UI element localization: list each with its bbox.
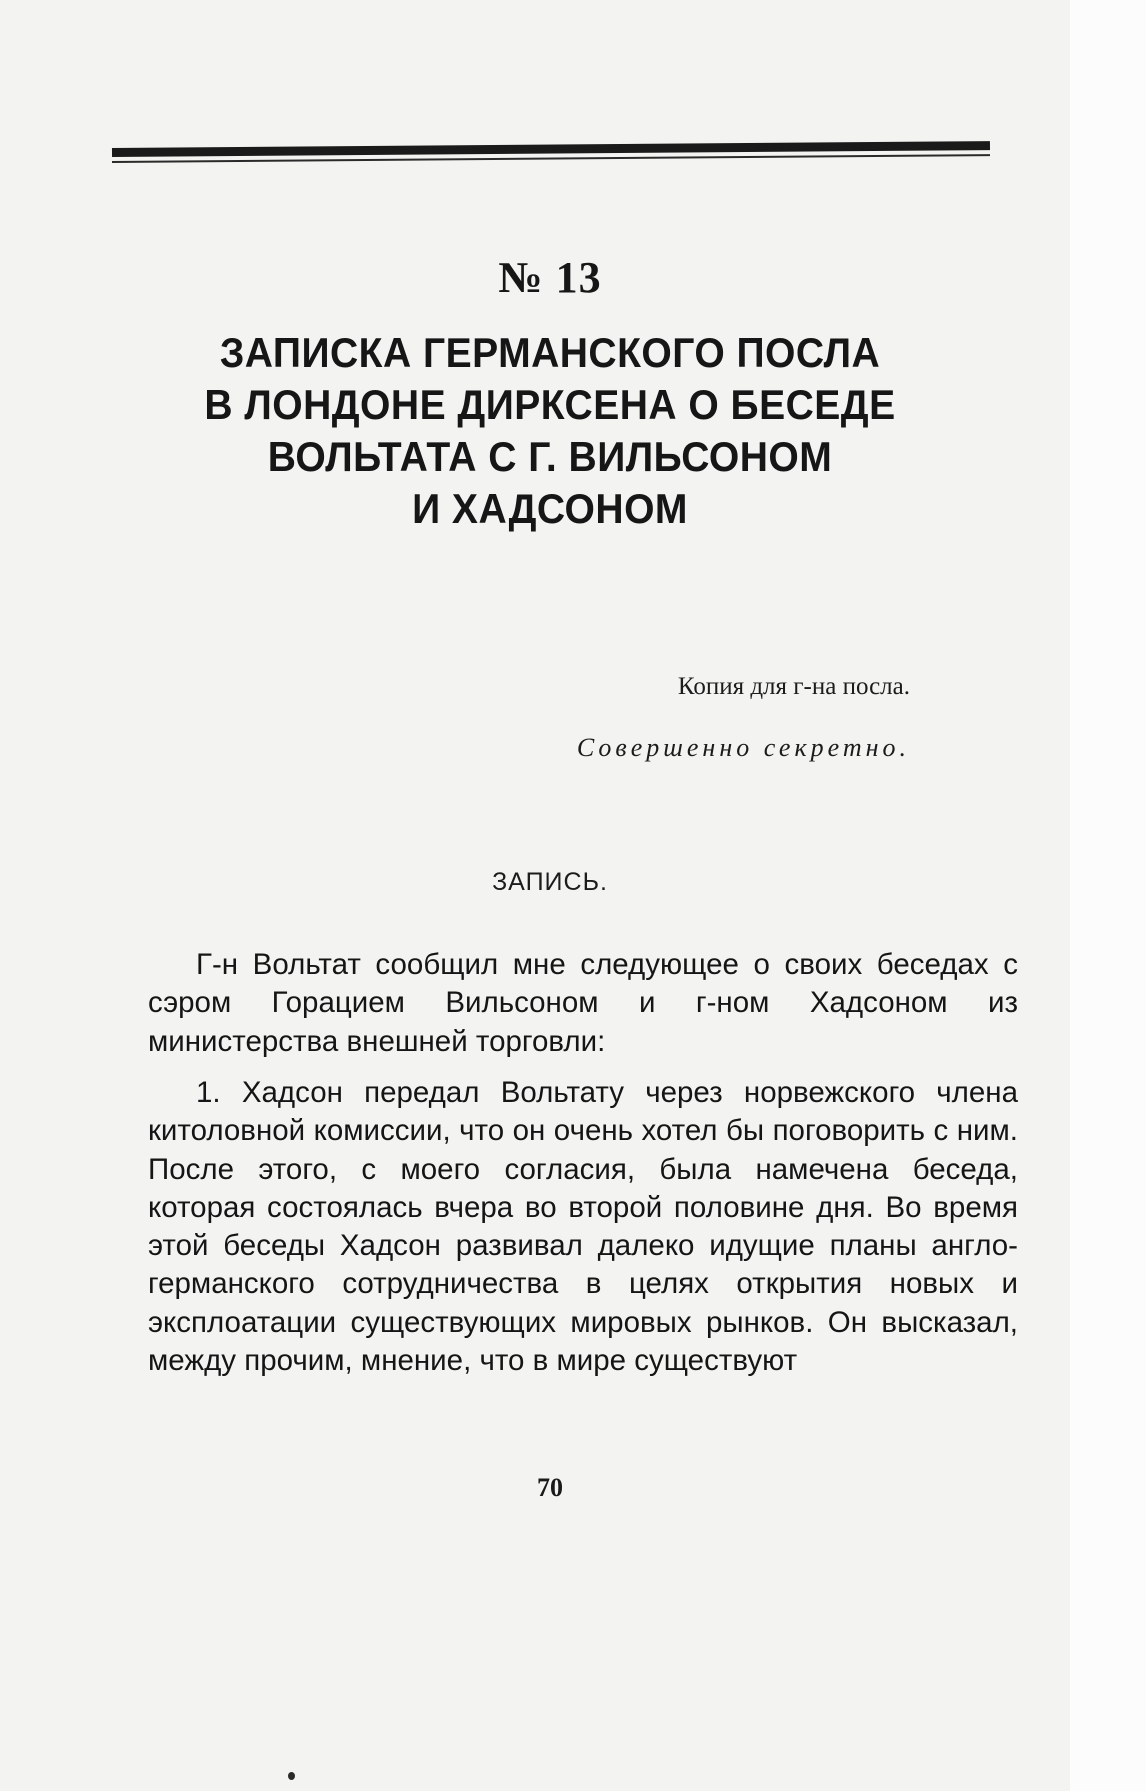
paragraph-1: Г-н Вольтат сообщил мне следующее о своих беседах с сэром Горацием Вильсоном и г-ном Хадсоном из министерства внешней торговли: xyxy=(148,948,1018,1058)
secrecy-note: Совершенно секретно. xyxy=(576,733,910,762)
document-title-line-4: И ХАДСОНОМ xyxy=(412,485,688,532)
page-number: 70 xyxy=(537,1473,563,1502)
record-heading: ЗАПИСЬ. xyxy=(492,868,608,896)
print-speck xyxy=(288,1772,295,1780)
paragraph-2: 1. Хадсон передал Вольтату через норвежского члена китоловной комиссии, что он очень хотел бы поговорить с ним. После этого, с моего согласия, была намечена беседа, которая состоялась вчера во второй половине дня. Во время этой беседы Хадсон развивал далеко идущие планы англо-германского сотрудничества в целях открытия новых и эксплоатации существующих мировых рынков. Он высказал, между прочим, мнение, что в мире существуют xyxy=(148,1076,1018,1378)
document-title-line-3: ВОЛЬТАТА С Г. ВИЛЬСОНОМ xyxy=(267,433,833,480)
page-margin-edge xyxy=(1070,0,1146,1791)
document-title-line-2: В ЛОНДОНЕ ДИРКСЕНА О БЕСЕДЕ xyxy=(204,381,896,428)
document-number: № 13 xyxy=(498,253,602,302)
copy-note: Копия для г-на посла. xyxy=(677,673,910,700)
document-title-line-1: ЗАПИСКА ГЕРМАНСКОГО ПОСЛА xyxy=(219,329,881,376)
